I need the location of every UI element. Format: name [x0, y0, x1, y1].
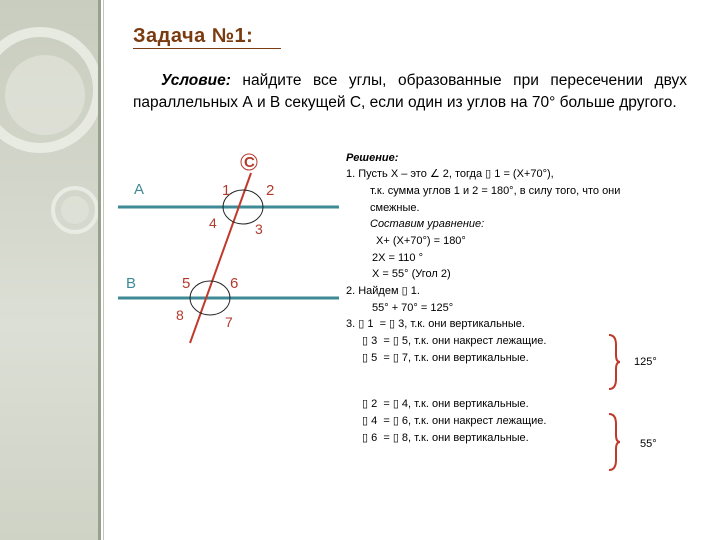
solution-line: Х+ (Х+70°) = 180°: [376, 235, 466, 247]
answer-125: 125°: [634, 356, 657, 368]
geometry-diagram: [104, 145, 344, 355]
angle-8-label: 8: [176, 307, 184, 323]
band-divider: [98, 0, 101, 540]
decorative-circles: [0, 0, 101, 540]
solution-line: ▯ 6 = ▯ 8, т.к. они вертикальные.: [362, 432, 529, 444]
angle-7-label: 7: [225, 314, 233, 330]
task-condition: [133, 70, 687, 114]
solution-line: 55° + 70° = 125°: [372, 302, 454, 314]
line-b-label: В: [126, 275, 137, 292]
angle-4-label: 4: [209, 215, 217, 231]
secant-c: [190, 173, 251, 343]
condition-text: найдите все углы, образованные при пересечении двух параллельных А и В секущей С, если один из углов на 70° больше другого.: [133, 72, 687, 111]
solution-line: смежные.: [370, 202, 420, 214]
secant-label: С: [244, 154, 255, 171]
angle-2-label: 2: [266, 182, 275, 199]
solution-line: ▯ 4 = ▯ 6, т.к. они накрест лежащие.: [362, 415, 547, 427]
angle-5-label: 5: [182, 275, 191, 292]
angle-1-label: 1: [222, 182, 231, 199]
solution-line: 1. Пусть Х – это ∠ 2, тогда ▯ 1 = (Х+70°),: [346, 168, 554, 180]
solution-line: ▯ 5 = ▯ 7, т.к. они вертикальные.: [362, 352, 529, 364]
solution-line: 3. ▯ 1 = ▯ 3, т.к. они вертикальные.: [346, 318, 525, 330]
solution-line: Составим уравнение:: [370, 218, 485, 230]
angle-3-label: 3: [255, 221, 263, 237]
solution-line: ▯ 3 = ▯ 5, т.к. они накрест лежащие.: [362, 335, 547, 347]
solution-line: т.к. сумма углов 1 и 2 = 180°, в силу того, что они: [370, 185, 621, 197]
page-title: Задача №1:: [133, 25, 254, 47]
solution-heading: Решение:: [346, 152, 399, 164]
solution-line: Х = 55° (Угол 2): [372, 268, 451, 280]
condition-label: Условие:: [161, 72, 231, 89]
angle-6-label: 6: [230, 275, 239, 292]
solution-line: 2Х = 110 °: [372, 252, 423, 264]
answer-55: 55°: [640, 438, 657, 450]
right-brace-2: [606, 412, 622, 472]
title-underline: [133, 48, 281, 49]
line-a-label: А: [134, 181, 145, 198]
solution-line: 2. Найдем ▯ 1.: [346, 285, 420, 297]
solution-line: ▯ 2 = ▯ 4, т.к. они вертикальные.: [362, 398, 529, 410]
right-brace-1: [606, 333, 622, 391]
